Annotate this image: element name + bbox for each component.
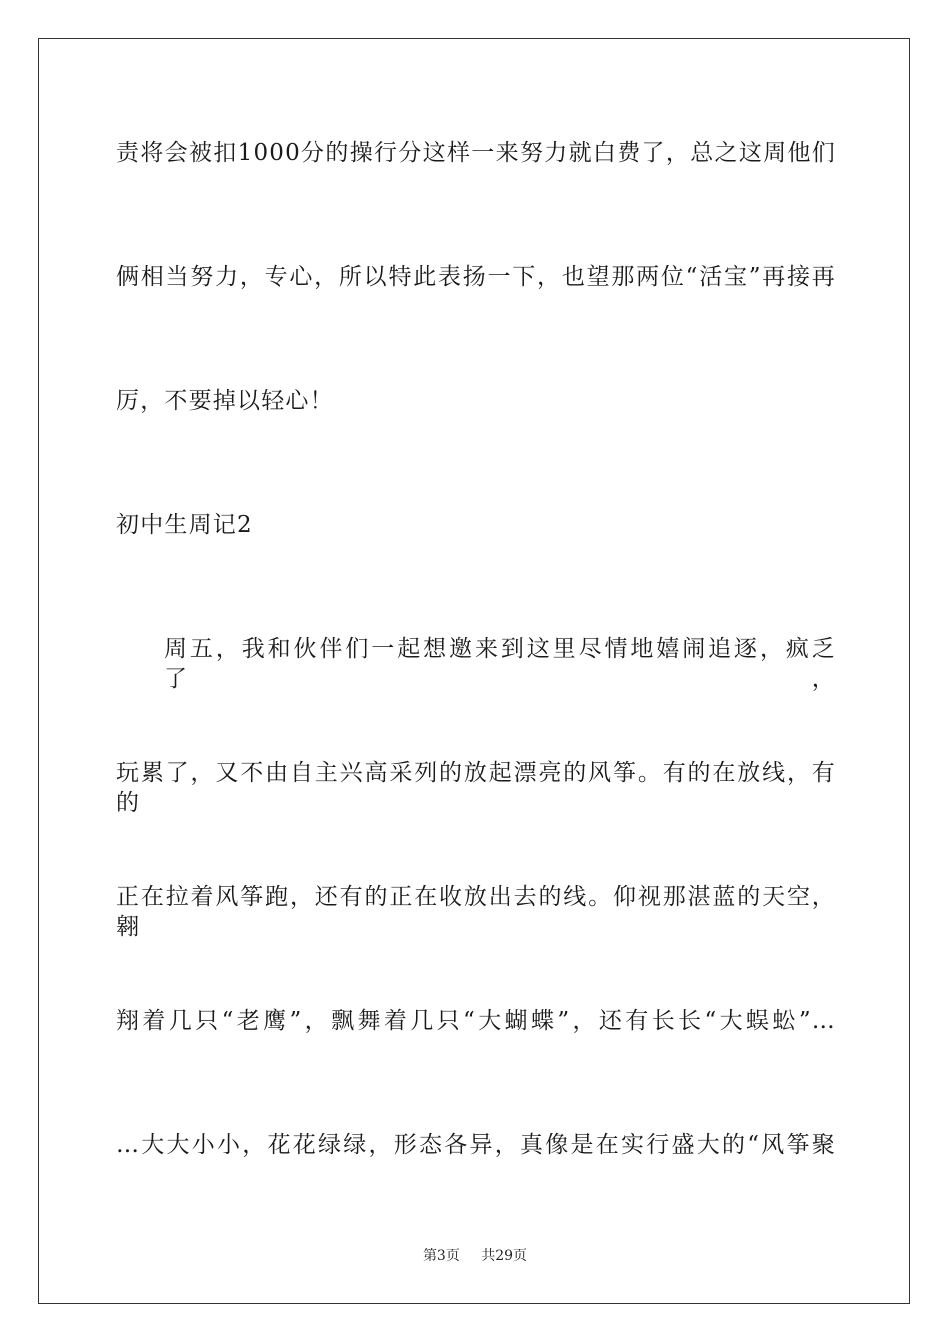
page-total: 共29页	[481, 1248, 528, 1264]
page-footer	[0, 1247, 950, 1265]
body-text-line: 翔着几只“老鹰”，飘舞着几只“大蝴蝶”，还有长长“大蜈蚣”…	[116, 1008, 836, 1034]
body-text-line: 周五，我和伙伴们一起想邀来到这里尽情地嬉闹追逐，疯乏了，	[164, 636, 836, 692]
section-heading: 初中生周记2	[116, 512, 253, 538]
body-text-line: 厉，不要掉以轻心！	[116, 388, 334, 414]
body-text-line: 正在拉着风筝跑，还有的正在收放出去的线。仰视那湛蓝的天空，翱	[116, 884, 836, 940]
body-text-line: 俩相当努力，专心，所以特此表扬一下，也望那两位“活宝”再接再	[116, 264, 836, 290]
page-number: 第3页	[422, 1248, 460, 1264]
body-text-line: …大大小小，花花绿绿，形态各异，真像是在实行盛大的“风筝聚	[116, 1132, 836, 1158]
body-text-line: 责将会被扣1000分的操行分这样一来努力就白费了，总之这周他们	[116, 140, 836, 166]
body-text-line: 玩累了，又不由自主兴高采列的放起漂亮的风筝。有的在放线，有的	[116, 760, 836, 816]
